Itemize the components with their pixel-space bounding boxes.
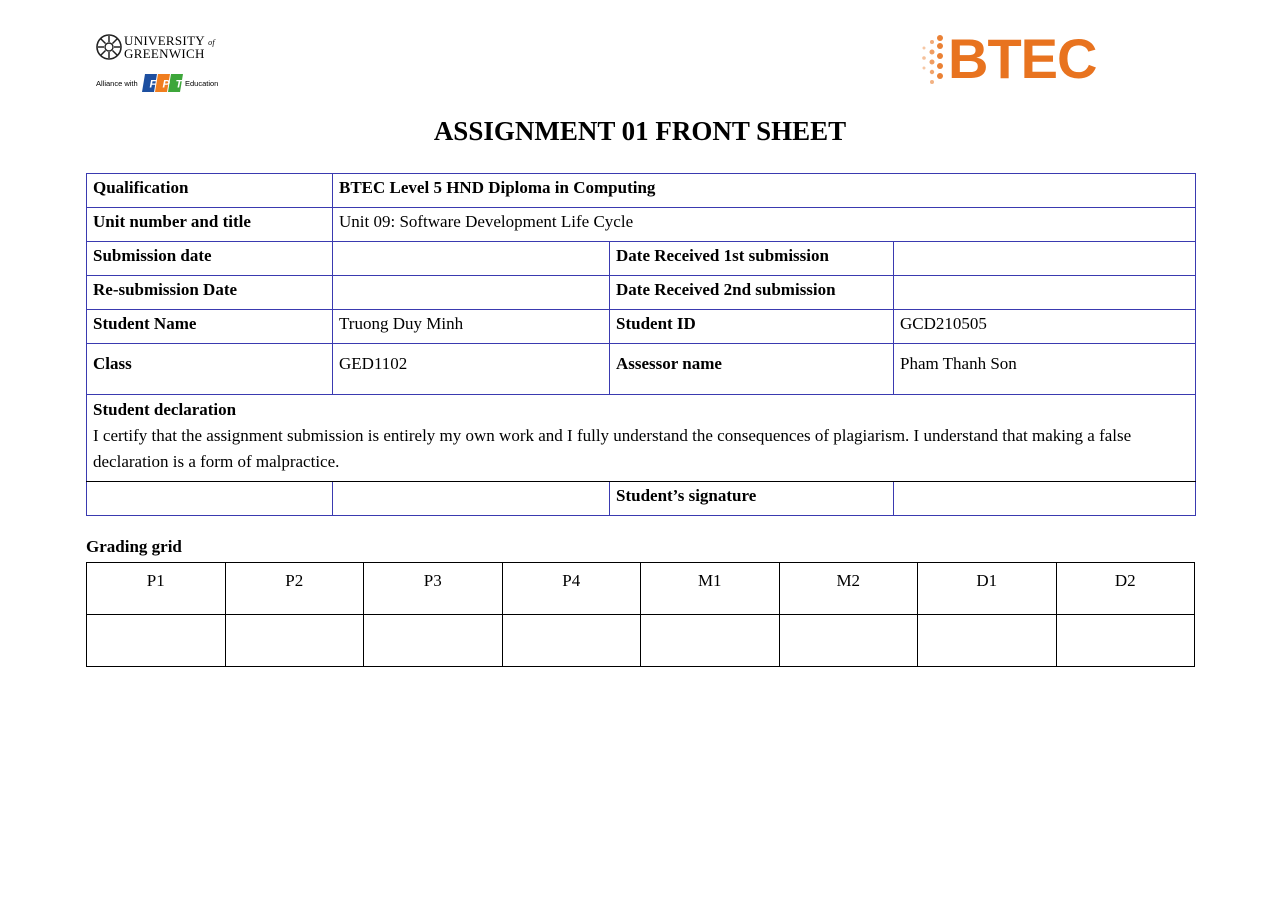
grade-cell: [225, 615, 364, 667]
greenwich-line: GREENWICH: [124, 46, 205, 61]
class-value: GED1102: [333, 344, 610, 395]
grade-cell: [1056, 615, 1195, 667]
submission-date-label: Submission date: [87, 242, 333, 276]
grade-header: D2: [1056, 563, 1195, 615]
assessor-value: Pham Thanh Son: [894, 344, 1196, 395]
signature-row: [87, 482, 1196, 516]
declaration-title: Student declaration: [93, 400, 237, 419]
page-title: ASSIGNMENT 01 FRONT SHEET: [433, 116, 847, 146]
qualification-value: BTEC Level 5 HND Diploma in Computing: [333, 174, 1196, 208]
declaration-text: I certify that the assignment submission is entirely my own work and I fully understand the consequences of plagiarism. I understand that making a false declaration is a form of malpractice.: [93, 426, 1132, 471]
grade-header: D1: [918, 563, 1057, 615]
grade-cell: [641, 615, 780, 667]
signature-label: Student’s signature: [610, 482, 894, 516]
unit-label: Unit number and title: [87, 208, 333, 242]
education-text: Education: [185, 79, 219, 88]
btec-dots-icon: [918, 32, 952, 92]
declaration-row: [87, 395, 1196, 482]
resubmission-date-value: [333, 276, 610, 310]
university-line: UNIVERSITY of: [124, 33, 215, 48]
class-row: [87, 344, 1196, 395]
grade-cell: [502, 615, 641, 667]
grade-header: M2: [779, 563, 918, 615]
student-id-label: Student ID: [610, 310, 894, 344]
class-label: Class: [87, 344, 333, 395]
resubmission-date-row: [87, 276, 1196, 310]
btec-wordmark: BTEC: [948, 27, 1097, 90]
student-name-label: Student Name: [87, 310, 333, 344]
grading-value-row: [87, 615, 1195, 667]
unit-row: [87, 208, 1196, 242]
grade-header: P1: [87, 563, 226, 615]
university-of-greenwich-logo: [94, 30, 224, 100]
date-received-1-label: Date Received 1st submission: [610, 242, 894, 276]
grade-header: P3: [364, 563, 503, 615]
fpt-letter: P: [162, 78, 170, 91]
date-received-1-value: [894, 242, 1196, 276]
student-row: [87, 310, 1196, 344]
fpt-logo-icon: [142, 72, 184, 94]
grade-cell: [918, 615, 1057, 667]
greenwich-crest-icon: [96, 34, 122, 60]
grade-header: P4: [502, 563, 641, 615]
submission-date-row: [87, 242, 1196, 276]
btec-logo: [918, 27, 1103, 92]
assessor-label: Assessor name: [610, 344, 894, 395]
grade-cell: [779, 615, 918, 667]
declaration-cell: [87, 395, 1196, 482]
fpt-letter: T: [175, 78, 183, 91]
grading-grid-table: [86, 562, 1195, 667]
student-name-value: Truong Duy Minh: [333, 310, 610, 344]
grade-cell: [87, 615, 226, 667]
grade-cell: [364, 615, 503, 667]
signature-empty-cell: [87, 482, 333, 516]
qualification-label: Qualification: [87, 174, 333, 208]
resubmission-date-label: Re-submission Date: [87, 276, 333, 310]
front-sheet-table: [86, 173, 1196, 516]
grade-header: P2: [225, 563, 364, 615]
fpt-letter: F: [149, 78, 157, 91]
signature-value: [894, 482, 1196, 516]
student-id-value: GCD210505: [894, 310, 1196, 344]
submission-date-value: [333, 242, 610, 276]
date-received-2-label: Date Received 2nd submission: [610, 276, 894, 310]
date-received-2-value: [894, 276, 1196, 310]
grade-header: M1: [641, 563, 780, 615]
alliance-text: Alliance with: [96, 79, 138, 88]
unit-value: Unit 09: Software Development Life Cycle: [333, 208, 1196, 242]
qualification-row: [87, 174, 1196, 208]
signature-empty-cell: [333, 482, 610, 516]
grading-header-row: [87, 563, 1195, 615]
grading-grid-label: Grading grid: [86, 537, 182, 556]
